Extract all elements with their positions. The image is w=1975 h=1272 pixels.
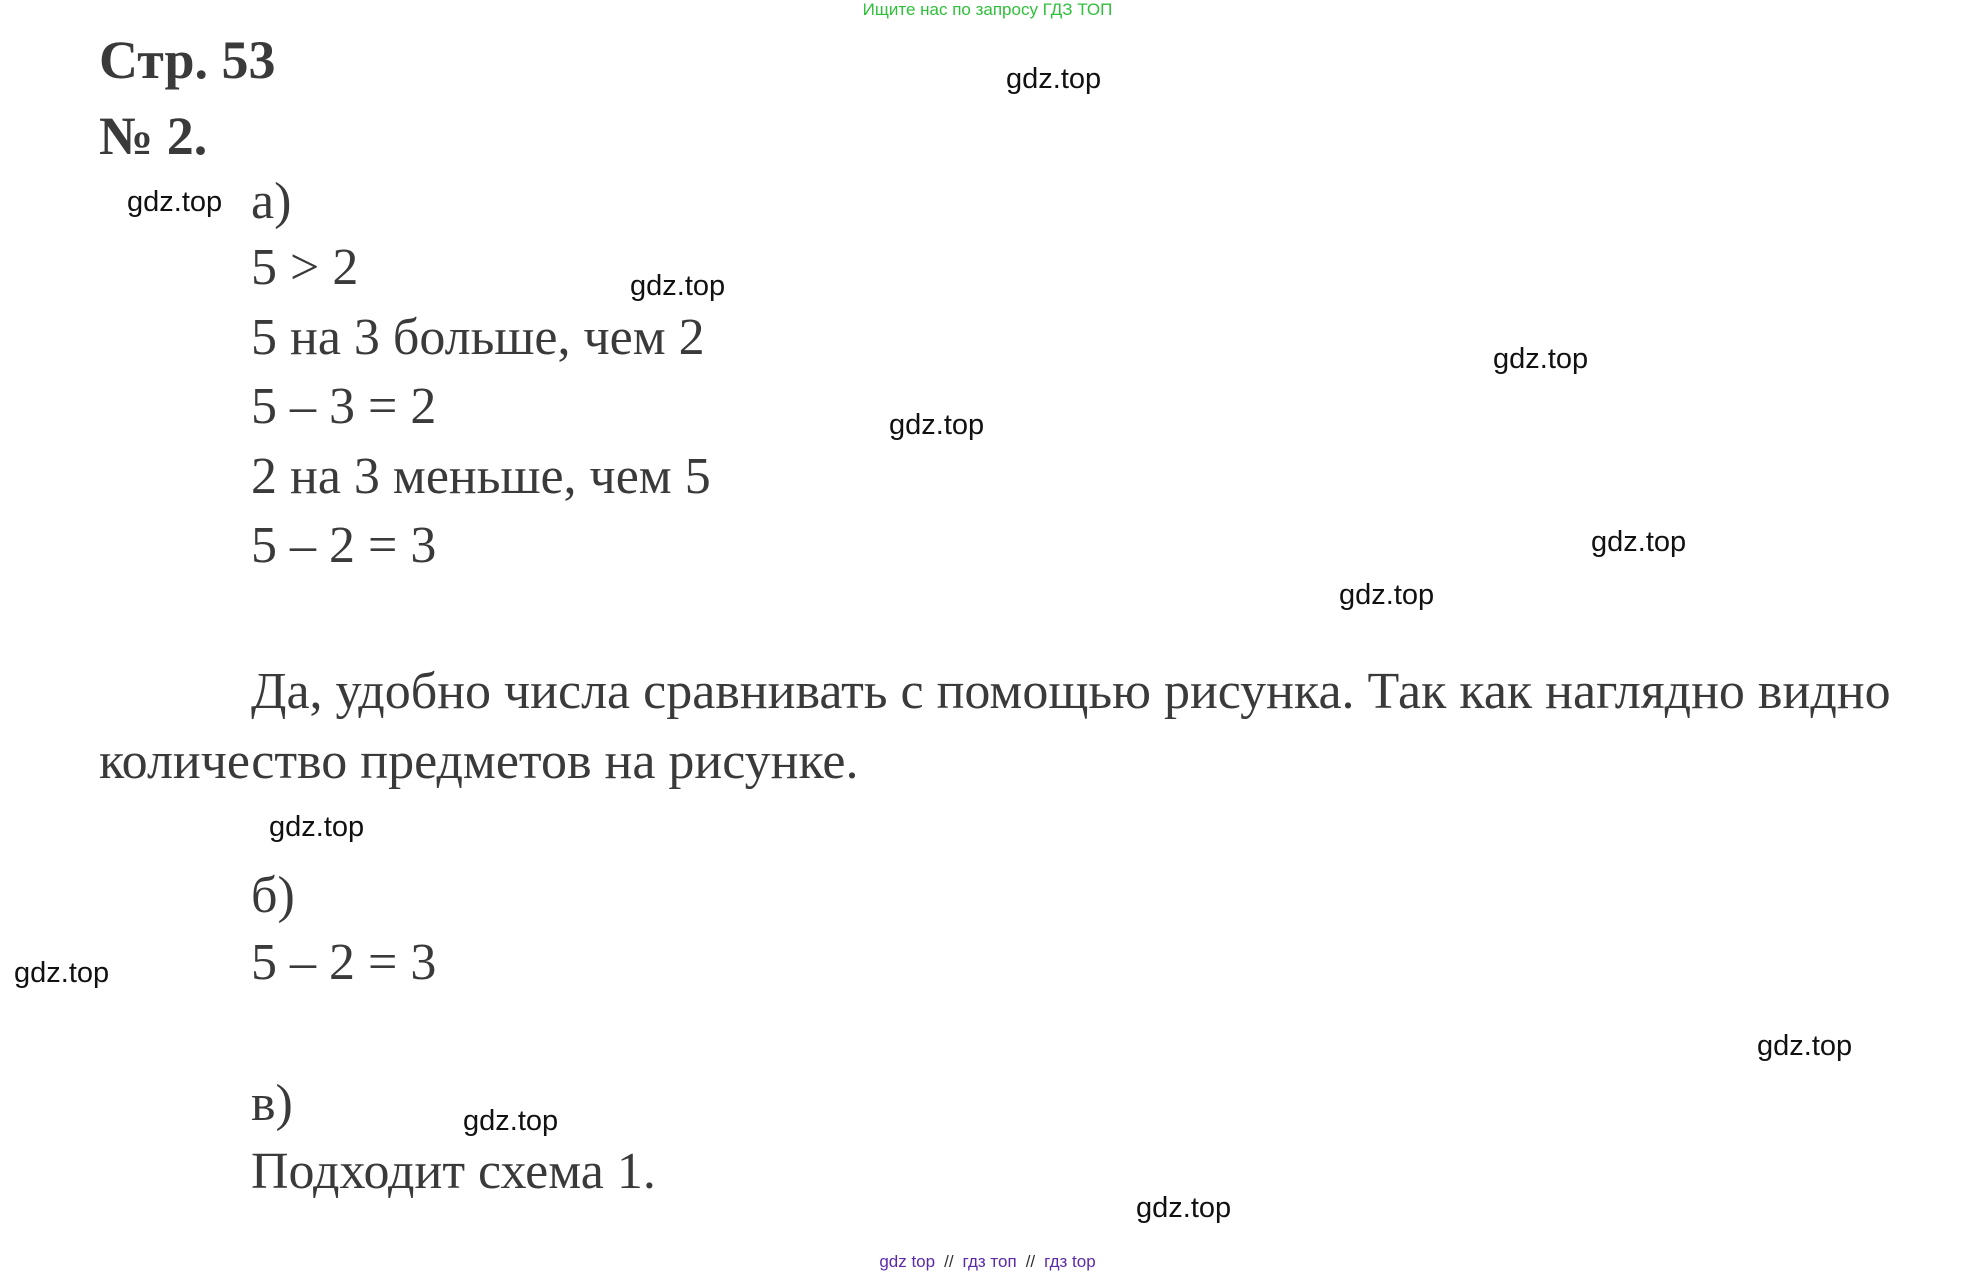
part-a-line-3: 5 – 3 = 2 xyxy=(251,378,437,435)
footer-link[interactable]: гдз top xyxy=(1044,1252,1096,1271)
part-a-line-5: 5 – 2 = 3 xyxy=(251,517,437,574)
watermark: gdz.top xyxy=(14,957,110,989)
footer-links xyxy=(0,1252,1975,1272)
footer-link[interactable]: гдз топ xyxy=(962,1252,1017,1271)
watermark: gdz.top xyxy=(127,186,223,218)
watermark: gdz.top xyxy=(463,1105,559,1137)
watermark: gdz.top xyxy=(1757,1030,1853,1062)
part-a-label: а) xyxy=(251,173,292,230)
part-b-line-1: 5 – 2 = 3 xyxy=(251,934,437,991)
watermark: gdz.top xyxy=(1006,63,1102,95)
watermark: gdz.top xyxy=(269,811,365,843)
top-banner: Ищите нас по запросу ГДЗ ТОП xyxy=(862,0,1113,19)
answer-paragraph: Да, удобно числа сравнивать с помощью рисунка. Так как наглядно видно количество предметов на рисунке. xyxy=(99,663,1891,790)
part-c-label: в) xyxy=(251,1075,293,1132)
part-a-line-4: 2 на 3 меньше, чем 5 xyxy=(251,448,711,505)
watermark: gdz.top xyxy=(1339,579,1435,611)
page-number-heading: Стр. 53 xyxy=(99,30,276,90)
watermark: gdz.top xyxy=(1136,1192,1232,1224)
watermark: gdz.top xyxy=(630,270,726,302)
footer-link[interactable]: gdz top xyxy=(879,1252,936,1271)
part-a-line-1: 5 > 2 xyxy=(251,239,359,296)
part-c-line-1: Подходит схема 1. xyxy=(251,1143,656,1200)
footer-separator: // xyxy=(944,1252,954,1271)
part-a-line-2: 5 на 3 больше, чем 2 xyxy=(251,309,705,366)
footer-separator: // xyxy=(1025,1252,1036,1271)
task-number-heading: № 2. xyxy=(99,106,208,166)
watermark: gdz.top xyxy=(1493,343,1589,375)
watermark: gdz.top xyxy=(889,409,985,441)
watermark: gdz.top xyxy=(1591,526,1687,558)
part-b-label: б) xyxy=(251,867,295,924)
